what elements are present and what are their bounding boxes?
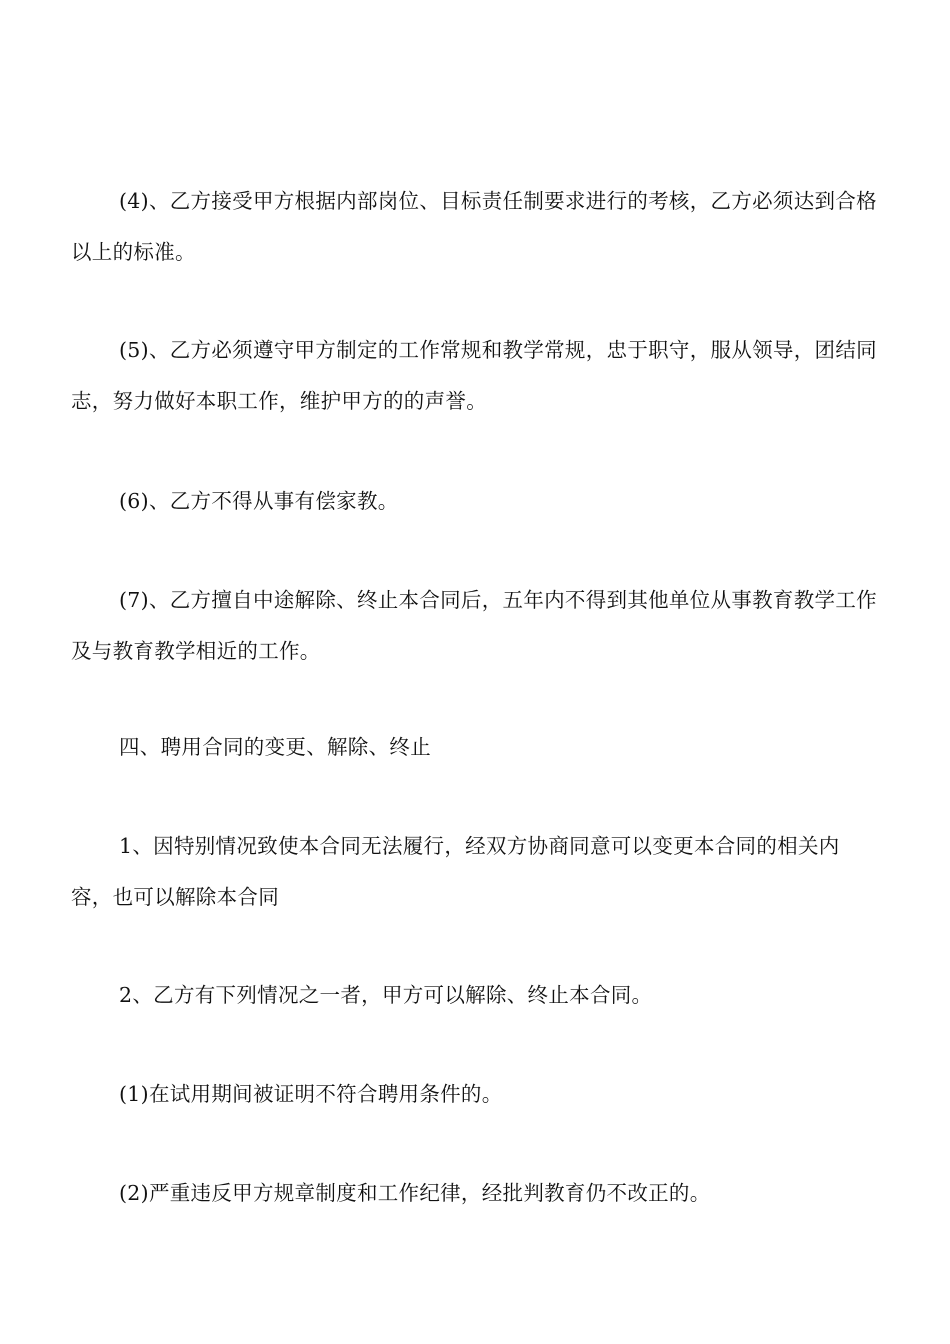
- clause-5-paragraph: (5)、乙方必须遵守甲方制定的工作常规和教学常规，忠于职守，服从领导，团结同志，努力做好本职工作，维护甲方的的声誉。: [71, 338, 877, 413]
- section-item-1-paragraph: 1、因特别情况致使本合同无法履行，经双方协商同意可以变更本合同的相关内容，也可以解除本合同: [71, 834, 840, 909]
- clause-6-paragraph: (6)、乙方不得从事有偿家教。: [119, 489, 399, 513]
- section-item-2-paragraph: 2、乙方有下列情况之一者，甲方可以解除、终止本合同。: [119, 983, 653, 1007]
- sub-item-1-paragraph: (1)在试用期间被证明不符合聘用条件的。: [119, 1082, 503, 1106]
- section-heading: 四、聘用合同的变更、解除、终止: [119, 735, 431, 759]
- clause-4-paragraph: (4)、乙方接受甲方根据内部岗位、目标责任制要求进行的考核，乙方必须达到合格以上的标准。: [71, 189, 877, 264]
- sub-item-2-paragraph: (2)严重违反甲方规章制度和工作纪律，经批判教育仍不改正的。: [119, 1181, 711, 1205]
- clause-7-paragraph: (7)、乙方擅自中途解除、终止本合同后，五年内不得到其他单位从事教育教学工作及与教育教学相近的工作。: [71, 588, 877, 663]
